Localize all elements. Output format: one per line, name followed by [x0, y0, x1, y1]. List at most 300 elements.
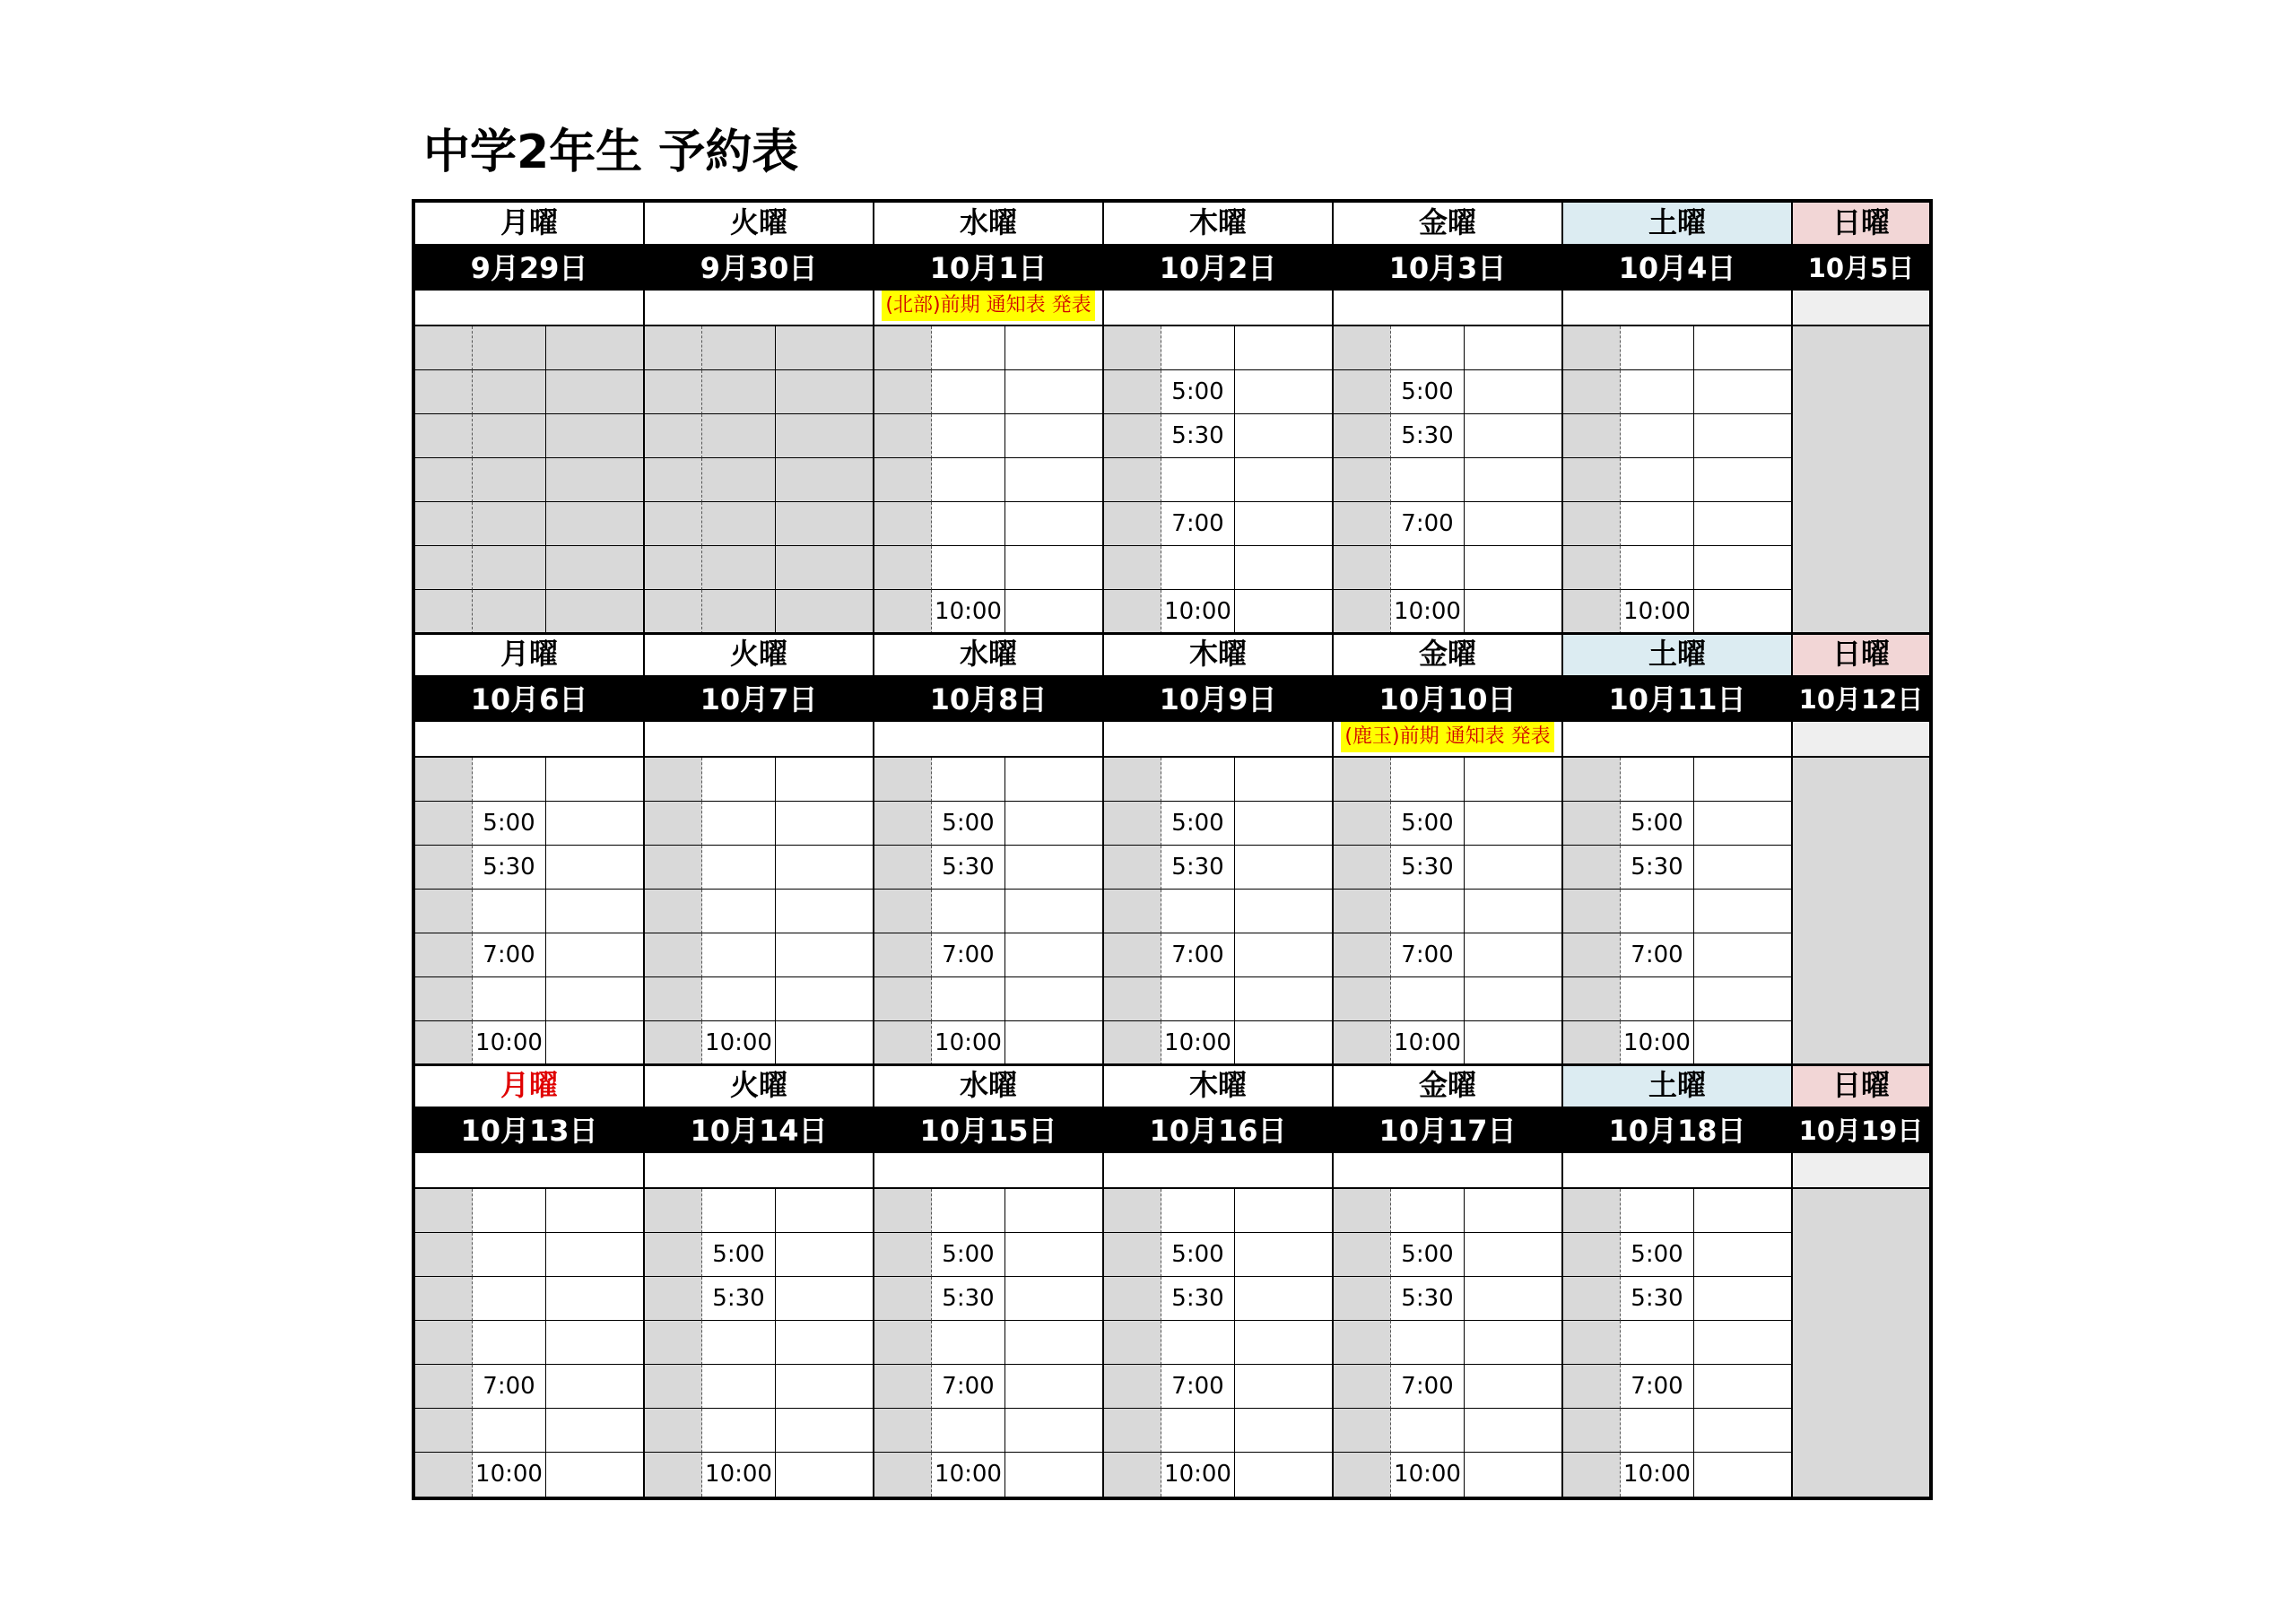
time-slot[interactable]: [1391, 890, 1465, 933]
time-slot[interactable]: [702, 1233, 776, 1277]
reservation-cell[interactable]: [1465, 1277, 1563, 1321]
time-slot[interactable]: [1161, 1365, 1235, 1409]
time-slot[interactable]: [1391, 590, 1465, 634]
time-slot[interactable]: [932, 890, 1005, 933]
time-slot[interactable]: [1391, 758, 1465, 802]
slot-marker-cell: [415, 1233, 473, 1277]
reservation-cell[interactable]: [1235, 458, 1334, 502]
announcement-cell: [1563, 291, 1793, 326]
reservation-cell[interactable]: [1465, 1453, 1563, 1497]
reservation-cell[interactable]: [1005, 502, 1104, 546]
time-slot[interactable]: [1621, 802, 1694, 846]
reservation-cell[interactable]: [546, 1365, 645, 1409]
time-slot[interactable]: [932, 977, 1005, 1021]
reservation-cell[interactable]: [546, 933, 645, 977]
reservation-cell[interactable]: [1235, 1321, 1334, 1365]
time-slot[interactable]: [1391, 1021, 1465, 1065]
reservation-cell[interactable]: [1465, 977, 1563, 1021]
slot-marker-cell: [645, 802, 702, 846]
announcement-cell: [874, 1153, 1104, 1189]
time-slot[interactable]: [932, 414, 1005, 458]
time-slot[interactable]: [473, 1409, 546, 1453]
reservation-cell[interactable]: [546, 758, 645, 802]
time-slot[interactable]: [1161, 1021, 1235, 1065]
reservation-cell[interactable]: [1465, 458, 1563, 502]
time-slot[interactable]: [1161, 1189, 1235, 1233]
reservation-cell[interactable]: [1465, 933, 1563, 977]
time-slot[interactable]: [1621, 758, 1694, 802]
reservation-cell[interactable]: [1694, 1021, 1793, 1065]
reservation-cell[interactable]: [546, 802, 645, 846]
time-slot[interactable]: [1161, 890, 1235, 933]
reservation-cell[interactable]: [1235, 890, 1334, 933]
reservation-cell[interactable]: [776, 1409, 874, 1453]
time-slot[interactable]: [1621, 1021, 1694, 1065]
slot-marker-cell: [415, 977, 473, 1021]
reservation-cell[interactable]: [546, 1021, 645, 1065]
reservation-cell[interactable]: [1694, 502, 1793, 546]
time-slot[interactable]: [1161, 802, 1235, 846]
time-label: 5:30: [1171, 854, 1224, 881]
reservation-cell[interactable]: [1694, 590, 1793, 634]
slot-marker-cell: [874, 758, 932, 802]
reservation-cell[interactable]: [1694, 890, 1793, 933]
time-label: 7:00: [483, 942, 535, 968]
weekday-header: 火曜: [645, 203, 874, 246]
announcement-cell: [1104, 722, 1334, 758]
time-slot[interactable]: [932, 846, 1005, 890]
weekday-header: 火曜: [645, 634, 874, 677]
time-slot[interactable]: [1391, 1321, 1465, 1365]
time-slot[interactable]: [1161, 1453, 1235, 1497]
time-slot[interactable]: [1621, 1365, 1694, 1409]
time-label: 7:00: [1171, 510, 1224, 537]
reservation-cell[interactable]: [1465, 1233, 1563, 1277]
reservation-cell[interactable]: [1005, 802, 1104, 846]
time-slot[interactable]: [1621, 590, 1694, 634]
reservation-cell[interactable]: [1694, 846, 1793, 890]
reservation-cell[interactable]: [1235, 590, 1334, 634]
announcement-cell: [1334, 291, 1563, 326]
reservation-cell[interactable]: [1694, 1233, 1793, 1277]
reservation-cell[interactable]: [1235, 414, 1334, 458]
reservation-cell[interactable]: [546, 1409, 645, 1453]
slot-marker-cell: [1563, 1233, 1621, 1277]
time-slot[interactable]: [932, 1365, 1005, 1409]
time-slot[interactable]: [1391, 370, 1465, 414]
slot-marker-cell: [1563, 326, 1621, 370]
slot-marker-cell: [645, 414, 702, 458]
reservation-cell[interactable]: [1235, 326, 1334, 370]
reservation-cell[interactable]: [1235, 1189, 1334, 1233]
reservation-cell[interactable]: [1005, 1321, 1104, 1365]
reservation-cell[interactable]: [1235, 502, 1334, 546]
time-label: 10:00: [1164, 598, 1231, 625]
slot-marker-cell: [415, 414, 473, 458]
sunday-announcement-cell: [1793, 722, 1929, 758]
time-slot[interactable]: [1621, 1453, 1694, 1497]
reservation-cell[interactable]: [1694, 458, 1793, 502]
time-slot[interactable]: [932, 1409, 1005, 1453]
time-slot[interactable]: [473, 977, 546, 1021]
reservation-cell[interactable]: [776, 1189, 874, 1233]
reservation-cell[interactable]: [546, 1321, 645, 1365]
announcement-cell: [1563, 1153, 1793, 1189]
reservation-cell[interactable]: [776, 1365, 874, 1409]
time-label: 5:00: [1401, 810, 1454, 837]
time-slot[interactable]: [702, 758, 776, 802]
time-slot[interactable]: [1621, 546, 1694, 590]
time-slot[interactable]: [473, 1321, 546, 1365]
slot-marker-cell: [1563, 802, 1621, 846]
reservation-cell[interactable]: [1465, 846, 1563, 890]
reservation-cell[interactable]: [1465, 758, 1563, 802]
reservation-cell[interactable]: [1005, 890, 1104, 933]
announcement-cell: [1104, 291, 1334, 326]
page-title: 中学2年生 予約表: [423, 126, 799, 179]
time-slot[interactable]: [1161, 546, 1235, 590]
time-slot[interactable]: [1391, 846, 1465, 890]
slot-marker-cell: [874, 846, 932, 890]
time-label: 5:30: [1631, 1285, 1683, 1312]
reservation-cell[interactable]: [1465, 1189, 1563, 1233]
time-slot[interactable]: [702, 802, 776, 846]
time-slot[interactable]: [1391, 502, 1465, 546]
reservation-cell[interactable]: [776, 890, 874, 933]
reservation-cell: [776, 326, 874, 370]
announcement-cell: [645, 1153, 874, 1189]
reservation-cell[interactable]: [1694, 414, 1793, 458]
reservation-cell[interactable]: [1465, 370, 1563, 414]
time-slot[interactable]: [473, 1453, 546, 1497]
reservation-cell[interactable]: [1235, 1453, 1334, 1497]
time-slot[interactable]: [1391, 933, 1465, 977]
slot-marker-cell: [415, 802, 473, 846]
time-slot[interactable]: [1391, 546, 1465, 590]
reservation-cell[interactable]: [1235, 802, 1334, 846]
reservation-cell[interactable]: [1235, 758, 1334, 802]
time-slot[interactable]: [1161, 1409, 1235, 1453]
time-slot[interactable]: [1161, 846, 1235, 890]
time-slot[interactable]: [473, 933, 546, 977]
reservation-cell[interactable]: [776, 933, 874, 977]
reservation-cell[interactable]: [1465, 546, 1563, 590]
time-slot[interactable]: [1621, 1277, 1694, 1321]
reservation-cell[interactable]: [776, 1021, 874, 1065]
time-slot[interactable]: [1161, 758, 1235, 802]
time-slot[interactable]: [1391, 1409, 1465, 1453]
reservation-cell[interactable]: [1235, 933, 1334, 977]
time-slot[interactable]: [1391, 1365, 1465, 1409]
reservation-cell[interactable]: [1465, 1409, 1563, 1453]
time-slot[interactable]: [932, 590, 1005, 634]
week-block: [415, 1065, 1929, 1497]
reservation-cell[interactable]: [1005, 590, 1104, 634]
time-slot[interactable]: [1621, 414, 1694, 458]
reservation-cell[interactable]: [546, 846, 645, 890]
time-slot[interactable]: [1391, 458, 1465, 502]
slot-marker-cell: [645, 890, 702, 933]
time-slot[interactable]: [473, 1233, 546, 1277]
time-slot[interactable]: [1391, 977, 1465, 1021]
reservation-cell[interactable]: [546, 1453, 645, 1497]
reservation-cell[interactable]: [1235, 370, 1334, 414]
time-slot[interactable]: [702, 1453, 776, 1497]
slot-marker-cell: [415, 1021, 473, 1065]
reservation-cell[interactable]: [1005, 1453, 1104, 1497]
reservation-cell[interactable]: [1005, 933, 1104, 977]
reservation-cell[interactable]: [1005, 326, 1104, 370]
reservation-cell: [776, 502, 874, 546]
reservation-cell[interactable]: [1235, 546, 1334, 590]
reservation-cell[interactable]: [1005, 458, 1104, 502]
time-slot[interactable]: [1161, 590, 1235, 634]
time-label: 10:00: [475, 1029, 543, 1056]
reservation-cell[interactable]: [1235, 1365, 1334, 1409]
reservation-cell[interactable]: [1005, 370, 1104, 414]
time-slot[interactable]: [1161, 502, 1235, 546]
slot-marker-cell: [1104, 1321, 1161, 1365]
reservation-cell[interactable]: [776, 846, 874, 890]
reservation-cell[interactable]: [1005, 846, 1104, 890]
time-slot[interactable]: [932, 458, 1005, 502]
time-slot[interactable]: [1621, 370, 1694, 414]
date-header: 10月13日: [415, 1108, 645, 1153]
week-block: [415, 203, 1929, 634]
reservation-cell[interactable]: [1235, 1277, 1334, 1321]
reservation-cell[interactable]: [1005, 1233, 1104, 1277]
reservation-cell[interactable]: [1005, 414, 1104, 458]
slot-marker-cell: [1334, 890, 1391, 933]
time-slot[interactable]: [1161, 977, 1235, 1021]
time-slot[interactable]: [932, 326, 1005, 370]
reservation-cell[interactable]: [1465, 802, 1563, 846]
time-slot[interactable]: [473, 1365, 546, 1409]
reservation-cell[interactable]: [1465, 326, 1563, 370]
time-slot[interactable]: [932, 370, 1005, 414]
reservation-cell[interactable]: [1005, 1365, 1104, 1409]
time-slot[interactable]: [932, 1453, 1005, 1497]
reservation-cell[interactable]: [1005, 546, 1104, 590]
time-slot[interactable]: [702, 933, 776, 977]
reservation-cell[interactable]: [1694, 1409, 1793, 1453]
slot-marker-cell: [1104, 758, 1161, 802]
reservation-cell[interactable]: [1694, 977, 1793, 1021]
slot-marker-cell: [874, 890, 932, 933]
reservation-cell[interactable]: [776, 1321, 874, 1365]
time-slot[interactable]: [1621, 458, 1694, 502]
reservation-cell[interactable]: [546, 977, 645, 1021]
reservation-cell[interactable]: [776, 802, 874, 846]
time-slot[interactable]: [702, 1365, 776, 1409]
announcement-badge: (北部)前期 通知表 発表: [882, 291, 1094, 321]
slot-marker-cell: [645, 546, 702, 590]
time-slot: [473, 326, 546, 370]
slot-marker-cell: [1104, 890, 1161, 933]
time-slot[interactable]: [932, 758, 1005, 802]
time-slot[interactable]: [1621, 890, 1694, 933]
reservation-cell[interactable]: [1465, 590, 1563, 634]
time-slot[interactable]: [1161, 326, 1235, 370]
slot-marker-cell: [874, 1189, 932, 1233]
reservation-cell[interactable]: [1235, 1021, 1334, 1065]
time-slot[interactable]: [473, 846, 546, 890]
reservation-cell[interactable]: [776, 758, 874, 802]
time-slot[interactable]: [702, 890, 776, 933]
slot-marker-cell: [874, 546, 932, 590]
reservation-cell[interactable]: [776, 1233, 874, 1277]
time-slot[interactable]: [1391, 326, 1465, 370]
time-slot[interactable]: [932, 1277, 1005, 1321]
time-slot[interactable]: [702, 1321, 776, 1365]
reservation-cell[interactable]: [1465, 414, 1563, 458]
slot-marker-cell: [1334, 502, 1391, 546]
date-header: 10月15日: [874, 1108, 1104, 1153]
time-slot[interactable]: [1621, 933, 1694, 977]
reservation-cell[interactable]: [546, 1277, 645, 1321]
announcement-cell: [874, 722, 1104, 758]
time-slot[interactable]: [1161, 458, 1235, 502]
time-slot[interactable]: [932, 1233, 1005, 1277]
reservation-cell[interactable]: [1005, 1277, 1104, 1321]
sunday-date: 10月19日: [1793, 1108, 1929, 1153]
time-slot[interactable]: [702, 1021, 776, 1065]
slot-marker-cell: [1334, 802, 1391, 846]
weekday-header: 月曜: [415, 1065, 645, 1108]
time-slot[interactable]: [932, 502, 1005, 546]
time-slot[interactable]: [702, 1409, 776, 1453]
time-slot[interactable]: [1161, 1233, 1235, 1277]
reservation-cell[interactable]: [1694, 802, 1793, 846]
reservation-cell[interactable]: [776, 977, 874, 1021]
time-slot[interactable]: [473, 1021, 546, 1065]
time-slot[interactable]: [1391, 414, 1465, 458]
reservation-cell[interactable]: [1235, 1409, 1334, 1453]
slot-marker-cell: [874, 590, 932, 634]
reservation-cell[interactable]: [1465, 1321, 1563, 1365]
time-slot[interactable]: [1161, 1277, 1235, 1321]
reservation-cell[interactable]: [546, 1189, 645, 1233]
time-label: 10:00: [1623, 598, 1691, 625]
slot-marker-cell: [1104, 370, 1161, 414]
reservation-cell[interactable]: [1235, 846, 1334, 890]
reservation-cell[interactable]: [1694, 933, 1793, 977]
slot-marker-cell: [1334, 846, 1391, 890]
date-header: 10月10日: [1334, 677, 1563, 722]
time-slot[interactable]: [1621, 1189, 1694, 1233]
reservation-cell[interactable]: [776, 1453, 874, 1497]
slot-marker-cell: [415, 1189, 473, 1233]
time-slot[interactable]: [932, 1189, 1005, 1233]
time-label: 7:00: [1401, 942, 1454, 968]
reservation-cell[interactable]: [546, 890, 645, 933]
reservation-cell[interactable]: [1005, 977, 1104, 1021]
reservation-cell[interactable]: [1005, 1409, 1104, 1453]
time-label: 10:00: [705, 1029, 772, 1056]
reservation-cell[interactable]: [1465, 890, 1563, 933]
slot-marker-cell: [874, 1409, 932, 1453]
time-slot[interactable]: [932, 546, 1005, 590]
slot-marker-cell: [1334, 1321, 1391, 1365]
time-slot[interactable]: [702, 1189, 776, 1233]
time-slot[interactable]: [702, 846, 776, 890]
time-slot[interactable]: [1621, 502, 1694, 546]
reservation-cell[interactable]: [1694, 546, 1793, 590]
time-slot[interactable]: [932, 1021, 1005, 1065]
reservation-cell[interactable]: [1694, 1453, 1793, 1497]
time-slot[interactable]: [1391, 1189, 1465, 1233]
reservation-cell[interactable]: [1694, 1321, 1793, 1365]
reservation-cell[interactable]: [1005, 758, 1104, 802]
slot-marker-cell: [415, 1453, 473, 1497]
slot-marker-cell: [1563, 414, 1621, 458]
time-slot[interactable]: [1161, 414, 1235, 458]
reservation-cell[interactable]: [1235, 1233, 1334, 1277]
reservation-cell[interactable]: [1694, 326, 1793, 370]
reservation-cell[interactable]: [1005, 1021, 1104, 1065]
slot-marker-cell: [1563, 1365, 1621, 1409]
reservation-cell[interactable]: [1694, 758, 1793, 802]
time-slot[interactable]: [473, 802, 546, 846]
time-slot[interactable]: [702, 977, 776, 1021]
time-slot[interactable]: [1391, 1453, 1465, 1497]
time-label: 5:00: [483, 810, 535, 837]
time-slot[interactable]: [1621, 326, 1694, 370]
reservation-cell[interactable]: [1694, 1277, 1793, 1321]
time-slot[interactable]: [1391, 1233, 1465, 1277]
reservation-cell[interactable]: [1465, 1365, 1563, 1409]
time-slot[interactable]: [932, 802, 1005, 846]
time-label: 10:00: [475, 1461, 543, 1488]
reservation-cell[interactable]: [1465, 502, 1563, 546]
time-slot[interactable]: [1621, 846, 1694, 890]
slot-marker-cell: [415, 502, 473, 546]
time-slot[interactable]: [1621, 1409, 1694, 1453]
time-slot[interactable]: [1621, 1233, 1694, 1277]
slot-marker-cell: [1334, 1365, 1391, 1409]
time-slot[interactable]: [473, 758, 546, 802]
reservation-cell[interactable]: [546, 1233, 645, 1277]
announcement-cell: [415, 722, 645, 758]
time-slot[interactable]: [932, 1321, 1005, 1365]
reservation-cell[interactable]: [776, 1277, 874, 1321]
time-label: 5:30: [1401, 854, 1454, 881]
reservation-cell[interactable]: [1465, 1021, 1563, 1065]
slot-marker-cell: [645, 1277, 702, 1321]
time-slot[interactable]: [473, 1277, 546, 1321]
time-slot[interactable]: [1621, 1321, 1694, 1365]
time-slot[interactable]: [1161, 370, 1235, 414]
time-slot[interactable]: [473, 1189, 546, 1233]
time-slot[interactable]: [1391, 1277, 1465, 1321]
reservation-cell[interactable]: [1694, 1189, 1793, 1233]
reservation-cell[interactable]: [1694, 370, 1793, 414]
time-slot[interactable]: [1621, 977, 1694, 1021]
time-label: 5:00: [1171, 378, 1224, 405]
reservation-cell[interactable]: [1694, 1365, 1793, 1409]
time-slot[interactable]: [1161, 1321, 1235, 1365]
time-label: 5:30: [942, 1285, 995, 1312]
time-slot[interactable]: [932, 933, 1005, 977]
time-slot[interactable]: [1391, 802, 1465, 846]
reservation-cell[interactable]: [1235, 977, 1334, 1021]
reservation-cell: [546, 546, 645, 590]
reservation-cell[interactable]: [1005, 1189, 1104, 1233]
time-slot: [702, 370, 776, 414]
time-slot[interactable]: [1161, 933, 1235, 977]
time-slot[interactable]: [473, 890, 546, 933]
time-slot[interactable]: [702, 1277, 776, 1321]
